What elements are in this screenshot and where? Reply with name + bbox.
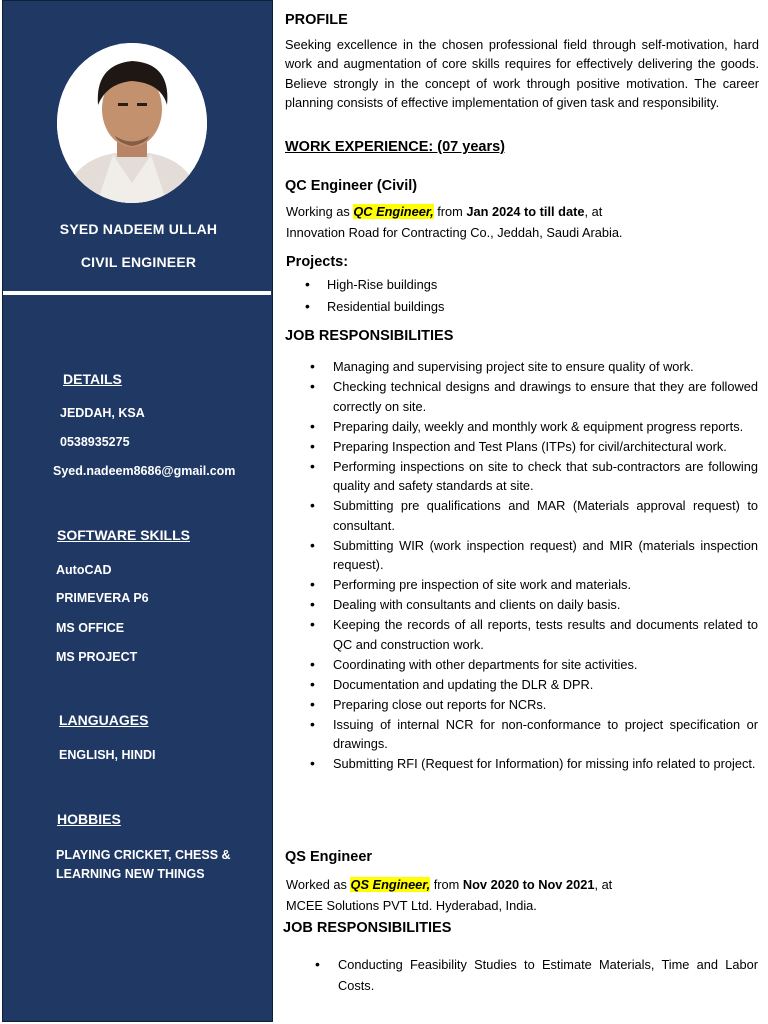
hobbies-line: PLAYING CRICKET, CHESS & — [56, 848, 231, 862]
job2-period: Nov 2020 to Nov 2021 — [462, 877, 595, 892]
candidate-title: CIVIL ENGINEER — [80, 254, 197, 270]
job2-suffix: , at — [594, 877, 613, 892]
job1-period: Jan 2024 to till date — [466, 204, 585, 219]
software-item: PRIMEVERA P6 — [56, 591, 149, 605]
list-item: • Submitting WIR (work inspection request) and MIR (materials inspection request). — [333, 536, 758, 575]
list-item: • Documentation and updating the DLR & DPR. — [333, 675, 758, 695]
list-item: • Performing inspections on site to check that sub-contractors are following quality and safety standards at site. — [333, 457, 758, 496]
software-heading: SOFTWARE SKILLS — [57, 527, 190, 543]
list-item: • Coordinating with other departments for site activities. — [333, 655, 758, 675]
candidate-name: SYED NADEEM ULLAH — [59, 221, 218, 237]
languages-heading: LANGUAGES — [59, 712, 149, 728]
job1-company: Innovation Road for Contracting Co., Jeddah, Saudi Arabia. — [286, 225, 623, 240]
list-item: • Keeping the records of all reports, tests results and documents related to QC and construction work. — [333, 615, 758, 654]
job1-role: QC Engineer, — [353, 204, 434, 219]
detail-phone: 0538935275 — [60, 435, 130, 449]
profile-photo — [57, 43, 207, 203]
list-item: • Submitting pre qualifications and MAR (Materials approval request) to consultant. — [333, 496, 758, 535]
detail-location: JEDDAH, KSA — [60, 406, 145, 420]
job2-title: QS Engineer — [285, 849, 373, 865]
profile-heading: PROFILE — [285, 12, 348, 28]
job1-responsibilities-heading: JOB RESPONSIBILITIES — [285, 328, 454, 344]
job2-role: QS Engineer, — [350, 877, 431, 892]
software-item: MS OFFICE — [56, 621, 125, 635]
list-item: • Residential buildings — [286, 297, 444, 319]
job1-title: QC Engineer (Civil) — [285, 178, 418, 194]
profile-photo-image — [57, 43, 207, 203]
job2-responsibilities-list — [338, 954, 758, 996]
job1-summary — [286, 204, 602, 219]
job2-responsibilities-heading: JOB RESPONSIBILITIES — [283, 920, 452, 936]
job2-prefix: Worked as — [286, 877, 351, 892]
projects-heading: Projects: — [286, 254, 349, 270]
sidebar — [2, 0, 273, 1022]
list-item: • Preparing daily, weekly and monthly work & equipment progress reports. — [333, 417, 758, 437]
hobbies-line: LEARNING NEW THINGS — [56, 867, 205, 881]
job1-from: from — [433, 204, 467, 219]
list-item: • Checking technical designs and drawings to ensure that they are followed correctly on site. — [333, 377, 758, 416]
software-item: AutoCAD — [56, 563, 112, 577]
details-heading: DETAILS — [63, 371, 122, 387]
job1-responsibilities-list — [333, 357, 758, 774]
job1-prefix: Working as — [286, 204, 354, 219]
hobbies-heading: HOBBIES — [57, 811, 121, 827]
profile-text: Seeking excellence in the chosen professional field through self-motivation, hard work and augmentation of core skills requires for effectively delivering the goods. Believe strongly in the concept of work through positive motivation. The career planning consists of effective implementation of given task and responsibility. — [285, 37, 759, 110]
sidebar-divider — [3, 291, 271, 295]
list-item: • Preparing close out reports for NCRs. — [333, 695, 758, 715]
job2-from: from — [430, 877, 463, 892]
list-item: • Dealing with consultants and clients on daily basis. — [333, 595, 758, 615]
software-item: MS PROJECT — [56, 650, 138, 664]
job2-company: MCEE Solutions PVT Ltd. Hyderabad, India. — [286, 898, 537, 913]
list-item: • High-Rise buildings — [286, 275, 444, 297]
detail-email[interactable]: Syed.nadeem8686@gmail.com — [53, 464, 236, 478]
projects-list — [286, 275, 444, 318]
list-item: • Submitting RFI (Request for Information) for missing info related to project. — [333, 754, 758, 774]
list-item: • Managing and supervising project site to ensure quality of work. — [333, 357, 758, 377]
job2-summary — [286, 877, 612, 892]
list-item: • Conducting Feasibility Studies to Estimate Materials, Time and Labor Costs. — [338, 954, 758, 996]
list-item: • Preparing Inspection and Test Plans (ITPs) for civil/architectural work. — [333, 437, 758, 457]
list-item: • Issuing of internal NCR for non-conformance to project specification or drawings. — [333, 715, 758, 754]
languages-list: ENGLISH, HINDI — [59, 748, 156, 762]
work-experience-heading: WORK EXPERIENCE: (07 years) — [285, 139, 505, 155]
list-item: • Performing pre inspection of site work and materials. — [333, 575, 758, 595]
job1-suffix: , at — [584, 204, 603, 219]
